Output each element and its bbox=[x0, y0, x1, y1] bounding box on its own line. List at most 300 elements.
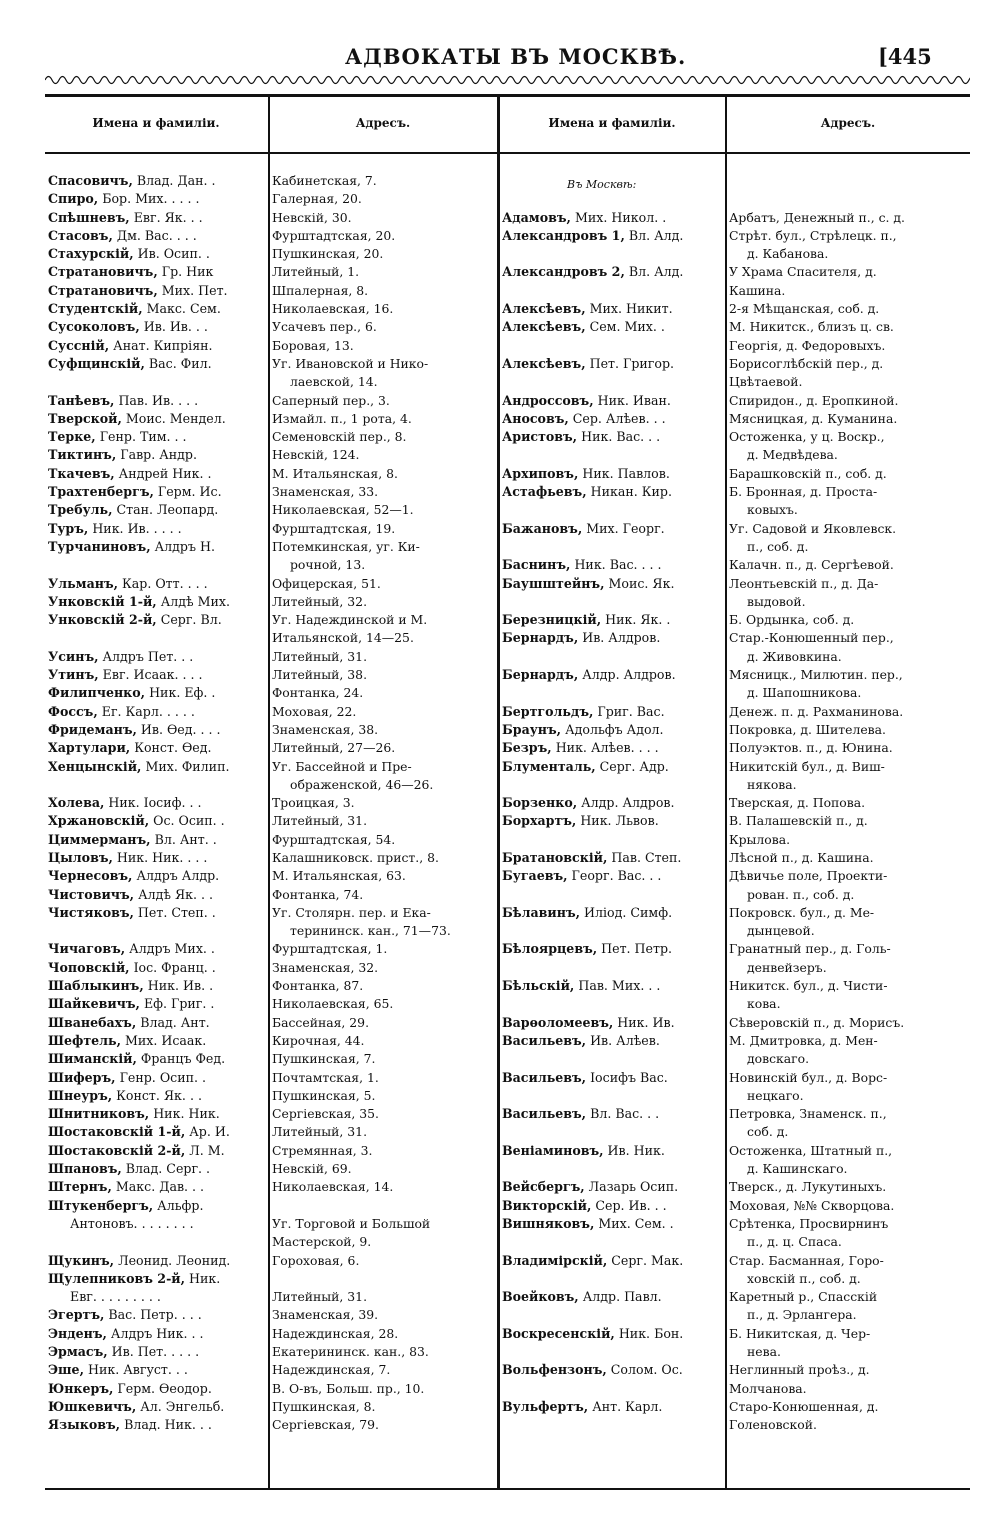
address-entry: Тверск., д. Лукутиныхъ. bbox=[729, 1179, 887, 1195]
surname: Щукинъ, bbox=[48, 1252, 115, 1268]
header-top-rule bbox=[45, 94, 970, 97]
surname: Стасовъ, bbox=[48, 227, 113, 243]
surname: Бернардъ, bbox=[502, 630, 579, 646]
address-entry: 2-я Мѣщанская, соб. д. bbox=[729, 301, 880, 317]
address-entry: Калачн. п., д. Сергѣевой. bbox=[729, 557, 894, 573]
given-names: Вас. Петр. . . . bbox=[108, 1307, 202, 1323]
given-names: Генр. Тим. . . bbox=[99, 429, 187, 445]
address-entry: някова. bbox=[747, 776, 797, 792]
surname: Алексѣевъ, bbox=[502, 355, 586, 371]
name-entry bbox=[502, 1014, 725, 1032]
given-names: Стан. Леопард. bbox=[116, 502, 219, 518]
column-divider-center bbox=[497, 97, 500, 1488]
surname: Аносовъ, bbox=[502, 410, 569, 426]
address-entry: Спиридон., д. Еропкиной. bbox=[729, 392, 899, 408]
name-entry bbox=[502, 1416, 725, 1434]
given-names: Вас. Фил. bbox=[148, 355, 212, 371]
address-entry: Гороховая, 6. bbox=[272, 1252, 360, 1268]
name-entry bbox=[502, 666, 725, 684]
given-names: Алдръ Ник. . . bbox=[110, 1325, 204, 1341]
given-names: Моис. Мендел. bbox=[125, 410, 226, 426]
name-entry bbox=[502, 831, 725, 849]
name-entry bbox=[48, 1160, 268, 1178]
name-entry bbox=[48, 1069, 268, 1087]
address-entry: Калашниковск. прист., 8. bbox=[272, 849, 439, 865]
name-entry bbox=[48, 1105, 268, 1123]
name-entry bbox=[48, 995, 268, 1013]
name-entry bbox=[48, 245, 268, 263]
address-entry: денвейзеръ. bbox=[747, 959, 827, 975]
address-entry: Лѣсной п., д. Кашина. bbox=[729, 849, 874, 865]
name-entry bbox=[48, 1398, 268, 1416]
name-entry bbox=[502, 263, 725, 281]
name-entry bbox=[502, 977, 725, 995]
name-entry bbox=[502, 849, 725, 867]
given-names: Георг. Вас. . . bbox=[571, 868, 662, 884]
name-entry bbox=[502, 1050, 725, 1068]
name-entry bbox=[48, 190, 268, 208]
address-entry: Остоженка, Штатный п., bbox=[729, 1142, 893, 1158]
address-entry: Почтамтская, 1. bbox=[272, 1069, 379, 1085]
name-entry bbox=[502, 758, 725, 776]
name-entry bbox=[48, 922, 268, 940]
given-names: Ник. Август. . . bbox=[87, 1362, 188, 1378]
surname: Фоссъ, bbox=[48, 703, 98, 719]
given-names: Алдръ Пет. . . bbox=[102, 648, 194, 664]
address-entry: рован. п., соб. д. bbox=[747, 886, 855, 902]
surname: Владимірскій, bbox=[502, 1252, 608, 1268]
surname: Стахурскій, bbox=[48, 246, 134, 262]
name-entry bbox=[502, 721, 725, 739]
given-names: Кар. Отт. . . . bbox=[122, 575, 208, 591]
page-number: [445 bbox=[878, 44, 932, 69]
given-names: Гавр. Андр. bbox=[120, 447, 197, 463]
left-addresses-column bbox=[272, 172, 497, 1434]
given-names: Ив. Ѳед. . . . bbox=[140, 721, 221, 737]
address-entry: М. Никитск., близъ ц. св. bbox=[729, 319, 894, 335]
name-entry bbox=[48, 282, 268, 300]
name-entry bbox=[48, 867, 268, 885]
address-entry: Боровая, 13. bbox=[272, 337, 354, 353]
given-names: Иліод. Симф. bbox=[584, 904, 673, 920]
address-entry: Моховая, 22. bbox=[272, 703, 357, 719]
address-entry: Литейный, 31. bbox=[272, 1289, 368, 1305]
name-entry bbox=[502, 867, 725, 885]
surname: Шпановъ, bbox=[48, 1161, 122, 1177]
address-entry: Сергіевская, 79. bbox=[272, 1417, 379, 1433]
given-names: Мих. Исаак. bbox=[124, 1032, 207, 1048]
page-bottom-rule bbox=[45, 1488, 970, 1490]
address-entry: Пушкинская, 7. bbox=[272, 1051, 376, 1067]
name-entry bbox=[502, 465, 725, 483]
surname: Вейсбергъ, bbox=[502, 1179, 585, 1195]
name-entry bbox=[48, 1270, 268, 1288]
address-entry: Невскій, 69. bbox=[272, 1161, 352, 1177]
given-names: Антоновъ. . . . . . . . bbox=[70, 1215, 194, 1231]
address-entry: Надеждинская, 7. bbox=[272, 1362, 391, 1378]
given-names: Ник. Як. . bbox=[605, 612, 671, 628]
given-names: Альфр. bbox=[157, 1197, 204, 1213]
name-entry bbox=[48, 904, 268, 922]
name-entry bbox=[48, 849, 268, 867]
name-entry bbox=[502, 300, 725, 318]
address-entry: Моховая, №№ Скворцова. bbox=[729, 1197, 895, 1213]
address-entry: Екатерининск. кан., 83. bbox=[272, 1344, 429, 1359]
surname: Бугаевъ, bbox=[502, 868, 568, 884]
address-entry: Усачевъ пер., 6. bbox=[272, 319, 377, 335]
left-names-column bbox=[48, 172, 268, 1434]
surname: Хржановскій, bbox=[48, 813, 150, 829]
name-entry bbox=[502, 520, 725, 538]
name-entry bbox=[48, 666, 268, 684]
name-entry bbox=[502, 337, 725, 355]
name-entry bbox=[48, 209, 268, 227]
name-entry bbox=[502, 575, 725, 593]
header-address-right: Адресъ. bbox=[820, 116, 876, 130]
name-entry bbox=[502, 703, 725, 721]
address-entry: Литейный, 27—26. bbox=[272, 740, 396, 756]
name-entry bbox=[48, 831, 268, 849]
surname: Утинъ, bbox=[48, 667, 99, 683]
address-entry: Арбатъ, Денежный п., с. д. bbox=[729, 209, 905, 225]
address-entry: Георгія, д. Федоровыхъ. bbox=[729, 337, 886, 353]
page-title: АДВОКАТЫ ВЪ МОСКВѢ. bbox=[345, 44, 687, 69]
surname: Ткачевъ, bbox=[48, 465, 115, 481]
name-entry bbox=[502, 1325, 725, 1343]
given-names: Алдѣ Мих. bbox=[160, 593, 230, 609]
name-entry bbox=[502, 501, 725, 519]
address-entry: д. Кашинскаго. bbox=[747, 1161, 848, 1177]
address-entry: Фонтанка, 74. bbox=[272, 886, 364, 902]
name-entry bbox=[48, 703, 268, 721]
given-names: Ив. Алѣев. bbox=[590, 1032, 660, 1048]
address-entry: соб. д. bbox=[747, 1124, 789, 1140]
address-entry: Мясницкая, д. Куманина. bbox=[729, 410, 898, 426]
address-entry: Б. Никитская, д. Чер- bbox=[729, 1325, 871, 1341]
address-entry: выдовой. bbox=[747, 593, 806, 609]
address-entry: Барашковскій п., соб. д. bbox=[729, 465, 887, 481]
surname: Шаблыкинъ, bbox=[48, 978, 144, 994]
surname: Бертгольдъ, bbox=[502, 703, 594, 719]
name-entry bbox=[502, 1105, 725, 1123]
surname: Унковскій 1-й, bbox=[48, 593, 157, 609]
name-entry bbox=[48, 611, 268, 629]
given-names: Ник. bbox=[189, 1270, 221, 1286]
given-names: Солом. Ос. bbox=[610, 1362, 683, 1378]
surname: Шиферъ, bbox=[48, 1069, 116, 1085]
address-entry: Знаменская, 32. bbox=[272, 959, 379, 975]
given-names: Л. М. bbox=[189, 1142, 225, 1158]
given-names: Мих. Пет. bbox=[161, 282, 228, 298]
given-names: Григ. Вас. bbox=[597, 703, 665, 719]
address-entry: Пушкинская, 5. bbox=[272, 1087, 376, 1103]
name-entry bbox=[48, 227, 268, 245]
surname: Васильевъ, bbox=[502, 1069, 587, 1085]
name-entry bbox=[48, 1197, 268, 1215]
given-names: Евг. Исаак. . . . bbox=[102, 667, 203, 683]
name-entry bbox=[502, 373, 725, 391]
surname: Викторскій, bbox=[502, 1197, 592, 1213]
surname: Бѣльскій, bbox=[502, 978, 575, 994]
address-entry: В. Палашевскій п., д. bbox=[729, 813, 868, 829]
surname: Суфщинскій, bbox=[48, 355, 145, 371]
surname: Турчаниновъ, bbox=[48, 538, 151, 554]
given-names: Ал. Энгельб. bbox=[140, 1398, 225, 1414]
name-entry bbox=[502, 209, 725, 227]
address-entry: Семеновскій пер., 8. bbox=[272, 429, 407, 445]
surname: Аристовъ, bbox=[502, 429, 578, 445]
address-entry: Саперный пер., 3. bbox=[272, 392, 390, 408]
address-entry: д. Живовкина. bbox=[747, 648, 842, 664]
given-names: Ег. Карл. . . . . bbox=[101, 703, 195, 719]
given-names: Ник. Іосиф. . . bbox=[108, 795, 202, 811]
address-entry: М. Итальянская, 63. bbox=[272, 868, 406, 884]
name-entry bbox=[48, 1233, 268, 1251]
name-entry bbox=[48, 465, 268, 483]
address-entry bbox=[729, 172, 969, 190]
name-entry bbox=[48, 739, 268, 757]
surname: Веніаминовъ, bbox=[502, 1142, 604, 1158]
name-entry bbox=[48, 1123, 268, 1141]
surname: Трахтенбергъ, bbox=[48, 484, 154, 500]
given-names: Влад. Ник. . . bbox=[124, 1417, 212, 1433]
name-entry bbox=[48, 1380, 268, 1398]
name-entry bbox=[48, 355, 268, 373]
surname: Шостаковскій 1-й, bbox=[48, 1124, 186, 1140]
name-entry bbox=[48, 392, 268, 410]
given-names: Евг. . . . . . . . . bbox=[70, 1289, 161, 1305]
address-entry: Шпалерная, 8. bbox=[272, 282, 369, 298]
surname: Баушштейнъ, bbox=[502, 575, 605, 591]
address-entry: Б. Бронная, д. Проста- bbox=[729, 484, 878, 500]
given-names: Гр. Ник bbox=[161, 264, 214, 280]
given-names: Мих. Никит. bbox=[589, 301, 673, 317]
address-entry: Тверская, д. Попова. bbox=[729, 795, 866, 811]
name-entry bbox=[502, 1142, 725, 1160]
given-names: Серг. Вл. bbox=[160, 612, 222, 628]
name-entry bbox=[502, 611, 725, 629]
surname: Чистяковъ, bbox=[48, 904, 134, 920]
given-names: Евг. Як. . . bbox=[133, 209, 203, 225]
surname: Воейковъ, bbox=[502, 1289, 579, 1305]
surname: Стратановичъ, bbox=[48, 282, 158, 298]
surname: Бернардъ, bbox=[502, 667, 579, 683]
address-entry: дынцевой. bbox=[747, 923, 815, 939]
surname: Туръ, bbox=[48, 520, 89, 536]
given-names: Адольфъ Адол. bbox=[565, 721, 664, 737]
address-entry: Фурштадтская, 1. bbox=[272, 941, 388, 957]
address-entry: Мастерской, 9. bbox=[272, 1234, 372, 1250]
address-entry: довскаго. bbox=[747, 1051, 810, 1067]
address-entry: Голеновской. bbox=[729, 1417, 817, 1433]
surname: Спасовичъ, bbox=[48, 173, 133, 188]
given-names: Влад. Ант. bbox=[140, 1014, 210, 1030]
name-entry bbox=[48, 337, 268, 355]
name-entry bbox=[502, 428, 725, 446]
address-entry: Уг. Торговой и Большой bbox=[272, 1215, 431, 1231]
surname: Суссній, bbox=[48, 337, 110, 353]
given-names: Конст. Як. . . bbox=[116, 1087, 202, 1103]
name-entry bbox=[48, 1014, 268, 1032]
given-names: Алдр. Алдров. bbox=[582, 667, 676, 683]
surname: Унковскій 2-й, bbox=[48, 612, 157, 628]
given-names: Мих. Сем. . bbox=[598, 1215, 674, 1231]
name-entry bbox=[502, 1343, 725, 1361]
name-entry bbox=[48, 1050, 268, 1068]
given-names: Пав. Мих. . . bbox=[578, 978, 661, 994]
given-names: Ник. Бон. bbox=[618, 1325, 684, 1341]
given-names: Бор. Мих. . . . . bbox=[102, 191, 200, 207]
surname: Цыловъ, bbox=[48, 849, 113, 865]
address-entry: Николаевская, 65. bbox=[272, 996, 394, 1012]
name-entry bbox=[502, 483, 725, 501]
address-entry: кова. bbox=[747, 996, 781, 1012]
name-entry bbox=[48, 593, 268, 611]
surname: Александровъ 1, bbox=[502, 227, 625, 243]
address-entry: Знаменская, 39. bbox=[272, 1307, 379, 1323]
given-names: Лазарь Осип. bbox=[588, 1179, 679, 1195]
surname: Шефтель, bbox=[48, 1032, 121, 1048]
name-entry bbox=[502, 886, 725, 904]
name-entry bbox=[502, 629, 725, 647]
given-names: Ник. Вас. . . bbox=[581, 429, 661, 445]
name-entry bbox=[502, 1380, 725, 1398]
given-names: Мих. Филип. bbox=[145, 758, 230, 774]
name-entry bbox=[48, 575, 268, 593]
address-entry: ковыхъ. bbox=[747, 502, 798, 518]
surname: Браунъ, bbox=[502, 721, 562, 737]
name-entry bbox=[48, 940, 268, 958]
address-entry: Кашина. bbox=[729, 282, 786, 298]
surname: Эгертъ, bbox=[48, 1307, 105, 1323]
address-entry: Уг. Ивановской и Нико- bbox=[272, 355, 429, 371]
name-entry bbox=[502, 812, 725, 830]
address-entry: Литейный, 1. bbox=[272, 264, 360, 280]
address-entry: Галерная, 20. bbox=[272, 191, 362, 207]
surname: Энденъ, bbox=[48, 1325, 107, 1341]
name-entry bbox=[502, 648, 725, 666]
name-entry bbox=[48, 300, 268, 318]
name-entry bbox=[502, 410, 725, 428]
given-names: Пет. Степ. . bbox=[137, 904, 216, 920]
surname: Стратановичъ, bbox=[48, 264, 158, 280]
given-names: Ив. Осип. . bbox=[137, 246, 210, 262]
name-entry bbox=[502, 318, 725, 336]
surname: Хартулари, bbox=[48, 740, 131, 756]
address-entry: Кирочная, 44. bbox=[272, 1032, 365, 1048]
name-entry bbox=[502, 355, 725, 373]
name-entry bbox=[502, 446, 725, 464]
address-entry: Троицкая, 3. bbox=[272, 795, 355, 811]
given-names: Францъ Фед. bbox=[140, 1051, 226, 1067]
surname: Сусоколовъ, bbox=[48, 319, 140, 335]
column-divider-3 bbox=[725, 97, 727, 1488]
name-entry bbox=[502, 1087, 725, 1105]
address-entry: п., д. ц. Спаса. bbox=[747, 1234, 842, 1250]
column-divider-1 bbox=[268, 97, 270, 1488]
name-entry bbox=[502, 1306, 725, 1324]
address-entry: Стар. Басманная, Горо- bbox=[729, 1252, 884, 1268]
surname: Александровъ 2, bbox=[502, 264, 625, 280]
address-entry: Каретный р., Спасскій bbox=[729, 1289, 878, 1305]
name-entry bbox=[502, 1215, 725, 1233]
name-entry bbox=[502, 1288, 725, 1306]
name-entry bbox=[502, 739, 725, 757]
address-entry: Фонтанка, 87. bbox=[272, 978, 364, 994]
address-entry: Молчанова. bbox=[729, 1380, 807, 1396]
header-names-left: Имена и фамиліи. bbox=[92, 116, 220, 130]
surname: Бѣлоярцевъ, bbox=[502, 941, 598, 957]
given-names: Ник. Алѣев. . . . bbox=[555, 740, 659, 756]
surname: Спиро, bbox=[48, 191, 99, 207]
name-entry bbox=[48, 776, 268, 794]
given-names: Ив. Ник. bbox=[607, 1142, 665, 1158]
address-entry: Невскій, 124. bbox=[272, 447, 360, 463]
address-entry: Новинскій бул., д. Ворс- bbox=[729, 1069, 888, 1085]
name-entry bbox=[48, 446, 268, 464]
address-entry: Гранатный пер., д. Голь- bbox=[729, 941, 891, 957]
given-names: Ив. Пет. . . . . bbox=[111, 1344, 200, 1359]
given-names: Герм. Ѳеодор. bbox=[117, 1380, 212, 1396]
given-names: Сер. Алѣев. . . bbox=[572, 410, 666, 426]
surname: Хенцынскій, bbox=[48, 758, 142, 774]
surname: Чистовичъ, bbox=[48, 886, 135, 902]
address-entry: нева. bbox=[747, 1344, 781, 1359]
surname: Юнкеръ, bbox=[48, 1380, 114, 1396]
name-entry bbox=[48, 1252, 268, 1270]
address-entry: Цвѣтаевой. bbox=[729, 374, 803, 390]
address-entry: Уг. Столярн. пер. и Ека- bbox=[272, 904, 431, 920]
address-entry: М. Итальянская, 8. bbox=[272, 465, 398, 481]
surname: Алексѣевъ, bbox=[502, 319, 586, 335]
address-entry: Мясницк., Милютин. пер., bbox=[729, 667, 903, 683]
surname: Тиктинъ, bbox=[48, 447, 117, 463]
surname: Штукенбергъ, bbox=[48, 1197, 154, 1213]
name-entry bbox=[48, 556, 268, 574]
address-entry: Стар.-Конюшенный пер., bbox=[729, 630, 894, 646]
given-names: Вл. Вас. . . bbox=[590, 1106, 660, 1122]
address-entry: Литейный, 31. bbox=[272, 813, 368, 829]
name-entry bbox=[502, 959, 725, 977]
address-entry: терининск. кан., 71—73. bbox=[290, 923, 451, 939]
name-entry bbox=[48, 1343, 268, 1361]
given-names: Леонид. Леонид. bbox=[118, 1252, 231, 1268]
given-names: Ник. Ник. bbox=[153, 1106, 220, 1122]
name-entry bbox=[48, 1306, 268, 1324]
name-entry bbox=[48, 1361, 268, 1379]
surname: Эрмасъ, bbox=[48, 1344, 108, 1359]
address-entry: Потемкинская, уг. Ки- bbox=[272, 538, 420, 554]
address-entry: Сѣверовскій п., д. Морисъ. bbox=[729, 1014, 905, 1030]
given-names: Ар. И. bbox=[189, 1124, 230, 1140]
given-names: Ник. Иван. bbox=[597, 392, 671, 408]
name-entry bbox=[502, 1398, 725, 1416]
address-entry: Знаменская, 38. bbox=[272, 721, 379, 737]
address-entry: Б. Ордынка, соб. д. bbox=[729, 612, 855, 628]
given-names: Сем. Мих. . bbox=[589, 319, 665, 335]
name-entry bbox=[502, 392, 725, 410]
name-entry bbox=[48, 1032, 268, 1050]
given-names: Ник. Ив. . bbox=[147, 978, 214, 994]
name-entry bbox=[502, 776, 725, 794]
name-entry bbox=[502, 922, 725, 940]
surname: Андроссовъ, bbox=[502, 392, 594, 408]
given-names: Пав. Степ. bbox=[611, 849, 682, 865]
name-entry bbox=[502, 1197, 725, 1215]
surname: Шванебахъ, bbox=[48, 1014, 137, 1030]
name-entry bbox=[502, 1123, 725, 1141]
address-entry: Денеж. п. д. Рахманинова. bbox=[729, 703, 904, 719]
